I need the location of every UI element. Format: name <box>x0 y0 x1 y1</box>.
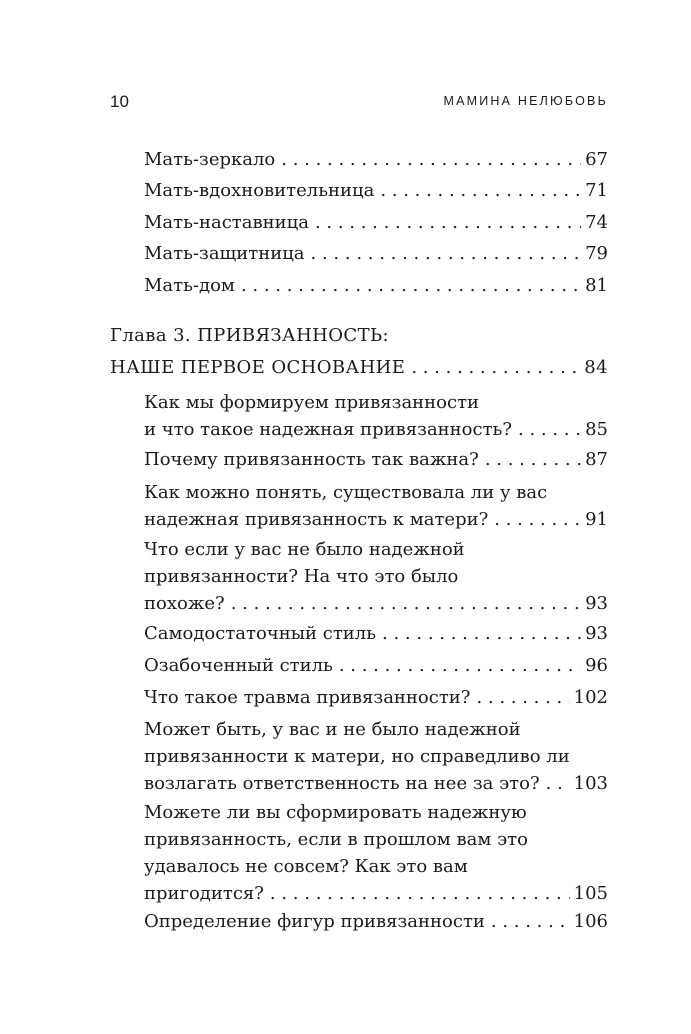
toc-chapter-title: Глава 3. ПРИВЯЗАННОСТЬ: <box>110 325 390 346</box>
toc-page-number: 93 <box>585 623 608 644</box>
toc-page-number: 91 <box>585 509 608 530</box>
toc-entry[interactable] <box>144 536 608 617</box>
toc-entry-title: Почему привязанность так важна? <box>144 449 479 470</box>
toc-entry[interactable] <box>144 146 608 173</box>
toc-entry[interactable] <box>144 620 608 647</box>
toc-entry-title: Самодостаточный стиль <box>144 623 377 644</box>
toc-entry-title: привязанности к матери, но справедливо ли <box>144 746 570 767</box>
toc-page-number: 102 <box>573 687 608 708</box>
page-number: 10 <box>110 92 129 111</box>
toc-entry-title: привязанности? На что это было <box>144 566 459 587</box>
toc-entry-title: пригодится? <box>144 883 264 904</box>
toc-entry-title: Может быть, у вас и не было надежной <box>144 719 521 740</box>
toc-entry[interactable] <box>144 684 608 711</box>
toc-page-number: 93 <box>585 593 608 614</box>
toc-chapter-title: НАШЕ ПЕРВОЕ ОСНОВАНИЕ <box>110 357 406 378</box>
toc-entry-title: удавалось не совсем? Как это вам <box>144 856 468 877</box>
toc-entry-title: Мать-защитница <box>144 243 305 264</box>
toc-entry-title: похоже? <box>144 593 225 614</box>
toc-entry-title: Как мы формируем привязанности <box>144 392 480 413</box>
toc-page-number: 103 <box>573 773 608 794</box>
toc-page-number: 105 <box>573 883 608 904</box>
toc-page-number: 67 <box>585 149 608 170</box>
toc-entry-title: Что такое травма привязанности? <box>144 687 471 708</box>
toc-page-number: 96 <box>585 655 608 676</box>
toc-entry-title: возлагать ответственность на нее за это? <box>144 773 540 794</box>
dot-leader <box>476 684 569 711</box>
toc-entry-title: Что если у вас не было надежной <box>144 539 465 560</box>
toc-entry[interactable] <box>144 652 608 679</box>
toc-entry-title: Можете ли вы сформировать надежную <box>144 802 527 823</box>
toc-entry[interactable] <box>144 446 608 473</box>
toc-entry-title: и что такое надежная привязанность? <box>144 419 512 440</box>
dot-leader <box>382 620 581 647</box>
running-title: МАМИНА НЕЛЮБОВЬ <box>443 94 608 108</box>
toc-page-number: 79 <box>585 243 608 264</box>
dot-leader <box>491 908 570 935</box>
dot-leader <box>311 240 582 267</box>
toc-entry[interactable] <box>144 716 608 797</box>
toc-chapter-entry[interactable] <box>110 322 608 381</box>
toc-entry-title: Мать-дом <box>144 275 235 296</box>
toc-entry-title: Мать-вдохновительница <box>144 180 375 201</box>
toc-entry[interactable] <box>144 799 608 907</box>
dot-leader <box>241 272 581 299</box>
dot-leader <box>494 506 581 533</box>
toc-entry[interactable] <box>144 479 608 533</box>
dot-leader <box>546 770 570 797</box>
toc-entry-title: Как можно понять, существовала ли у вас <box>144 482 548 503</box>
toc-entry-title: надежная привязанность к матери? <box>144 509 489 530</box>
toc-page-number: 87 <box>585 449 608 470</box>
toc-entry-title: Определение фигур привязанности <box>144 911 485 932</box>
toc-entry[interactable] <box>144 908 608 935</box>
toc-page-number: 84 <box>584 357 608 378</box>
toc-entry-title: привязанность, если в прошлом вам это <box>144 829 528 850</box>
toc-entry[interactable] <box>144 209 608 236</box>
dot-leader <box>485 446 581 473</box>
toc-page-number: 106 <box>573 911 608 932</box>
toc-entry-title: Мать-наставница <box>144 212 309 233</box>
dot-leader <box>270 880 570 907</box>
toc-page-number: 85 <box>585 419 608 440</box>
dot-leader <box>315 209 581 236</box>
dot-leader <box>411 354 580 381</box>
dot-leader <box>281 146 581 173</box>
dot-leader <box>518 416 581 443</box>
dot-leader <box>339 652 581 679</box>
dot-leader <box>380 177 581 204</box>
dot-leader <box>231 590 581 617</box>
toc-page-number: 81 <box>585 275 608 296</box>
toc-entry-title: Озабоченный стиль <box>144 655 333 676</box>
toc-page-number: 74 <box>585 212 608 233</box>
page-header <box>110 92 608 114</box>
toc-entry[interactable] <box>144 272 608 299</box>
toc-entry[interactable] <box>144 240 608 267</box>
toc-entry[interactable] <box>144 177 608 204</box>
toc-page-number: 71 <box>585 180 608 201</box>
toc-entry[interactable] <box>144 389 608 443</box>
toc-entry-title: Мать-зеркало <box>144 149 276 170</box>
